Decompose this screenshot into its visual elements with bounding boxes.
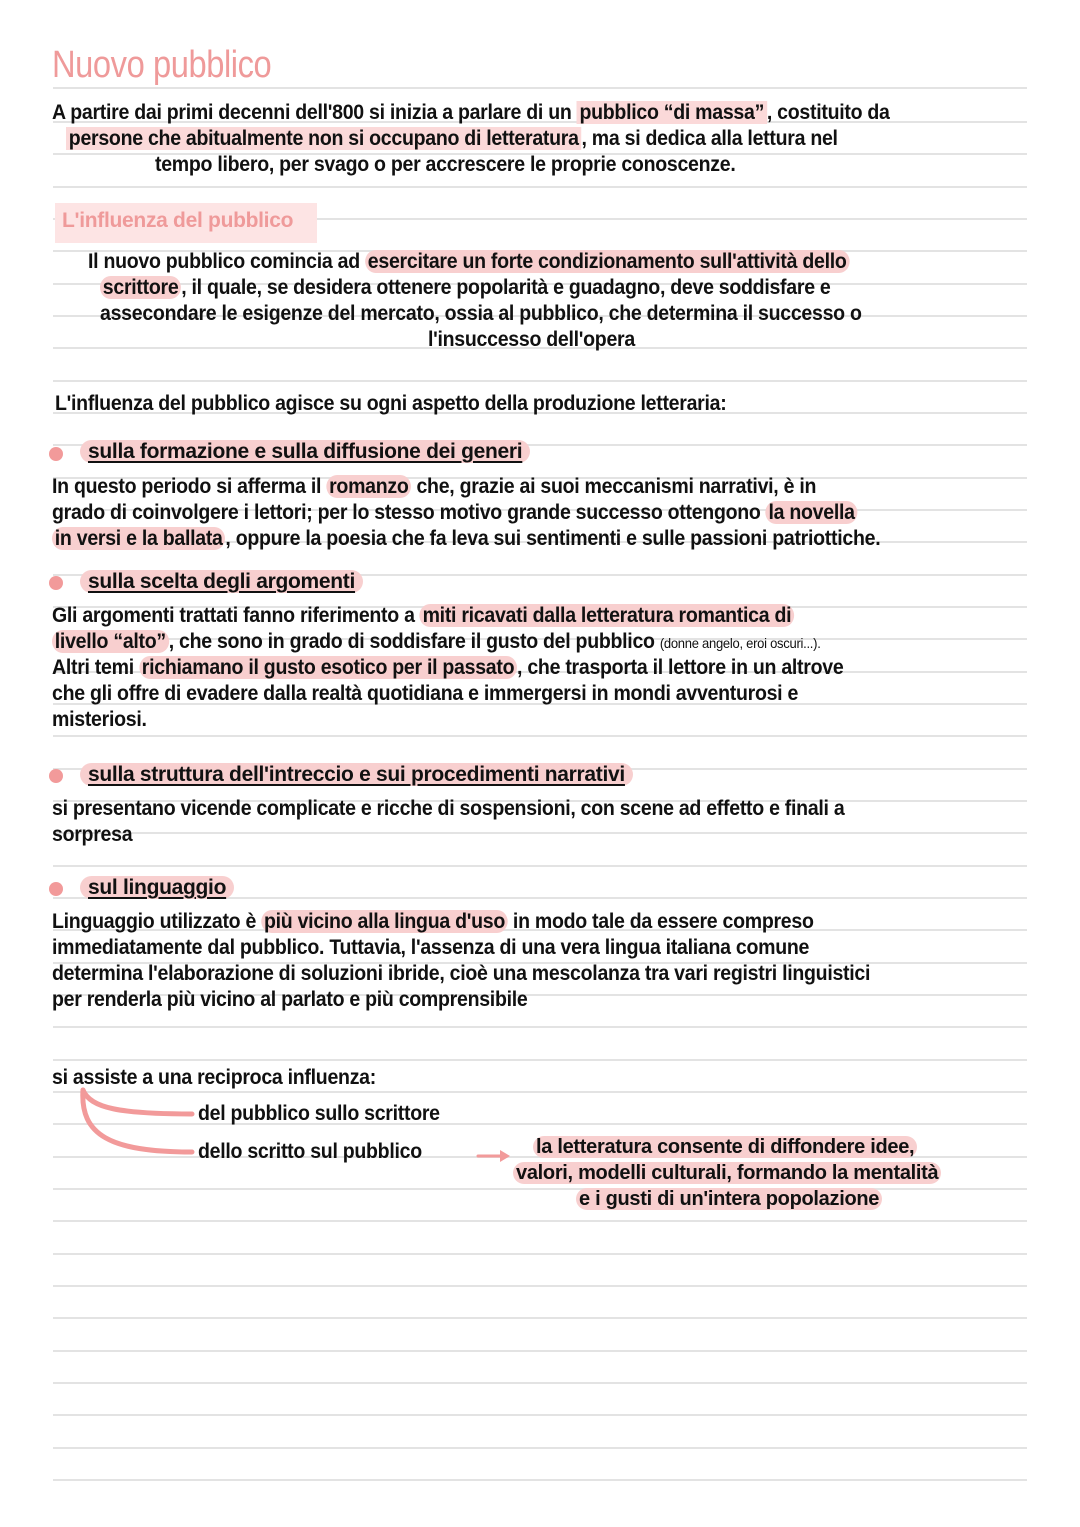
- body-text: grado di coinvolgere i lettori; per lo stesso motivo grande successo ottengono: [52, 501, 766, 524]
- body-text: Altri temi: [52, 656, 140, 679]
- bullet-heading-text: sul linguaggio: [80, 876, 234, 899]
- influence-text: , il quale, se desidera ottenere popolarità e guadagno, deve soddisfare e: [181, 276, 831, 299]
- bullet-heading-text: sulla scelta degli argomenti: [80, 570, 363, 593]
- bullet-heading-text: sulla struttura dell'intreccio e sui procedimenti narrativi: [80, 763, 633, 786]
- highlight-conditioning: esercitare un forte condizionamento sull'attività dello: [365, 250, 849, 273]
- intro-text: , ma si dedica alla lettura nel: [581, 127, 838, 150]
- body-text: , oppure la poesia che fa leva sui sentimenti e sulle passioni patriottiche.: [225, 527, 881, 550]
- branch-writing-on-public: dello scritto sul pubblico: [198, 1140, 422, 1163]
- topics-line-5: misteriosi.: [52, 708, 147, 731]
- highlight-ballad: in versi e la ballata: [52, 527, 225, 550]
- reciprocal-lead: si assiste a una reciproca influenza:: [52, 1066, 376, 1089]
- highlight-myths: miti ricavati dalla letteratura romantica di: [420, 604, 794, 627]
- arrow-right-icon: [478, 1150, 510, 1162]
- language-line-2: immediatamente dal pubblico. Tuttavia, l'assenza di una vera lingua italiana comune: [52, 936, 810, 959]
- highlight-exotic: richiamano il gusto esotico per il passato: [139, 656, 517, 679]
- highlight-spoken-language: più vicino alla lingua d'uso: [261, 910, 508, 933]
- highlight-mass-public: pubblico “di massa”: [577, 101, 767, 124]
- page-title: Nuovo pubblico: [52, 44, 272, 86]
- highlight-novel: romanzo: [326, 475, 411, 498]
- body-text: , che trasporta il lettore in un altrove: [517, 656, 844, 679]
- influence-line-3: assecondare le esigenze del mercato, ossia al pubblico, che determina il successo o: [100, 302, 862, 325]
- language-line-3: determina l'elaborazione di soluzioni ibride, cioè una mescolanza tra vari registri linguistici: [52, 962, 871, 985]
- body-text: che, grazie ai suoi meccanismi narrativi, è in: [411, 475, 817, 498]
- highlight-callout: valori, modelli culturali, formando la mentalità: [513, 1162, 941, 1184]
- callout-line-1: [533, 1134, 917, 1160]
- topics-line-4: che gli offre di evadere dalla realtà quotidiana e immergersi in mondi avventurosi e: [52, 682, 799, 705]
- influence-lead: L'influenza del pubblico agisce su ogni aspetto della produzione letteraria:: [55, 392, 727, 415]
- highlight-persons: persone che abitualmente non si occupano di letteratura: [66, 127, 581, 150]
- highlight-callout: la letteratura consente di diffondere idee,: [533, 1136, 917, 1158]
- callout-line-3: [576, 1186, 882, 1212]
- body-text: in modo tale da essere compreso: [507, 910, 814, 933]
- influence-text: Il nuovo pubblico comincia ad: [88, 250, 366, 273]
- bullet-heading-text: sulla formazione e sulla diffusione dei generi: [80, 440, 530, 463]
- influence-line-4: l'insuccesso dell'opera: [428, 328, 635, 351]
- highlight-novella: la novella: [766, 501, 858, 524]
- body-text: Linguaggio utilizzato è: [52, 910, 262, 933]
- callout-line-2: [513, 1160, 941, 1186]
- plot-line-2: sorpresa: [52, 823, 133, 846]
- highlight-high-level: livello “alto”: [52, 630, 169, 653]
- intro-line-3: tempo libero, per svago o per accrescere le proprie conoscenze.: [155, 153, 736, 176]
- body-text: Gli argomenti trattati fanno riferimento a: [52, 604, 420, 627]
- highlight-callout: e i gusti di un'intera popolazione: [576, 1188, 882, 1210]
- intro-text: A partire dai primi decenni dell'800 si inizia a parlare di un: [52, 101, 577, 124]
- branch-public-on-writer: del pubblico sullo scrittore: [198, 1102, 440, 1125]
- highlight-writer: scrittore: [100, 276, 181, 299]
- subheading: L'influenza del pubblico: [62, 209, 294, 232]
- body-text: In questo periodo si afferma il: [52, 475, 327, 498]
- plot-line-1: si presentano vicende complicate e ricche di sospensioni, con scene ad effetto e finali a: [52, 797, 845, 820]
- language-line-4: per renderla più vicino al parlato e più comprensibile: [52, 988, 528, 1011]
- examples-note: (donne angelo, eroi oscuri...).: [659, 635, 821, 651]
- intro-text: , costituito da: [766, 101, 890, 124]
- body-text: , che sono in grado di soddisfare il gusto del pubblico: [168, 630, 660, 653]
